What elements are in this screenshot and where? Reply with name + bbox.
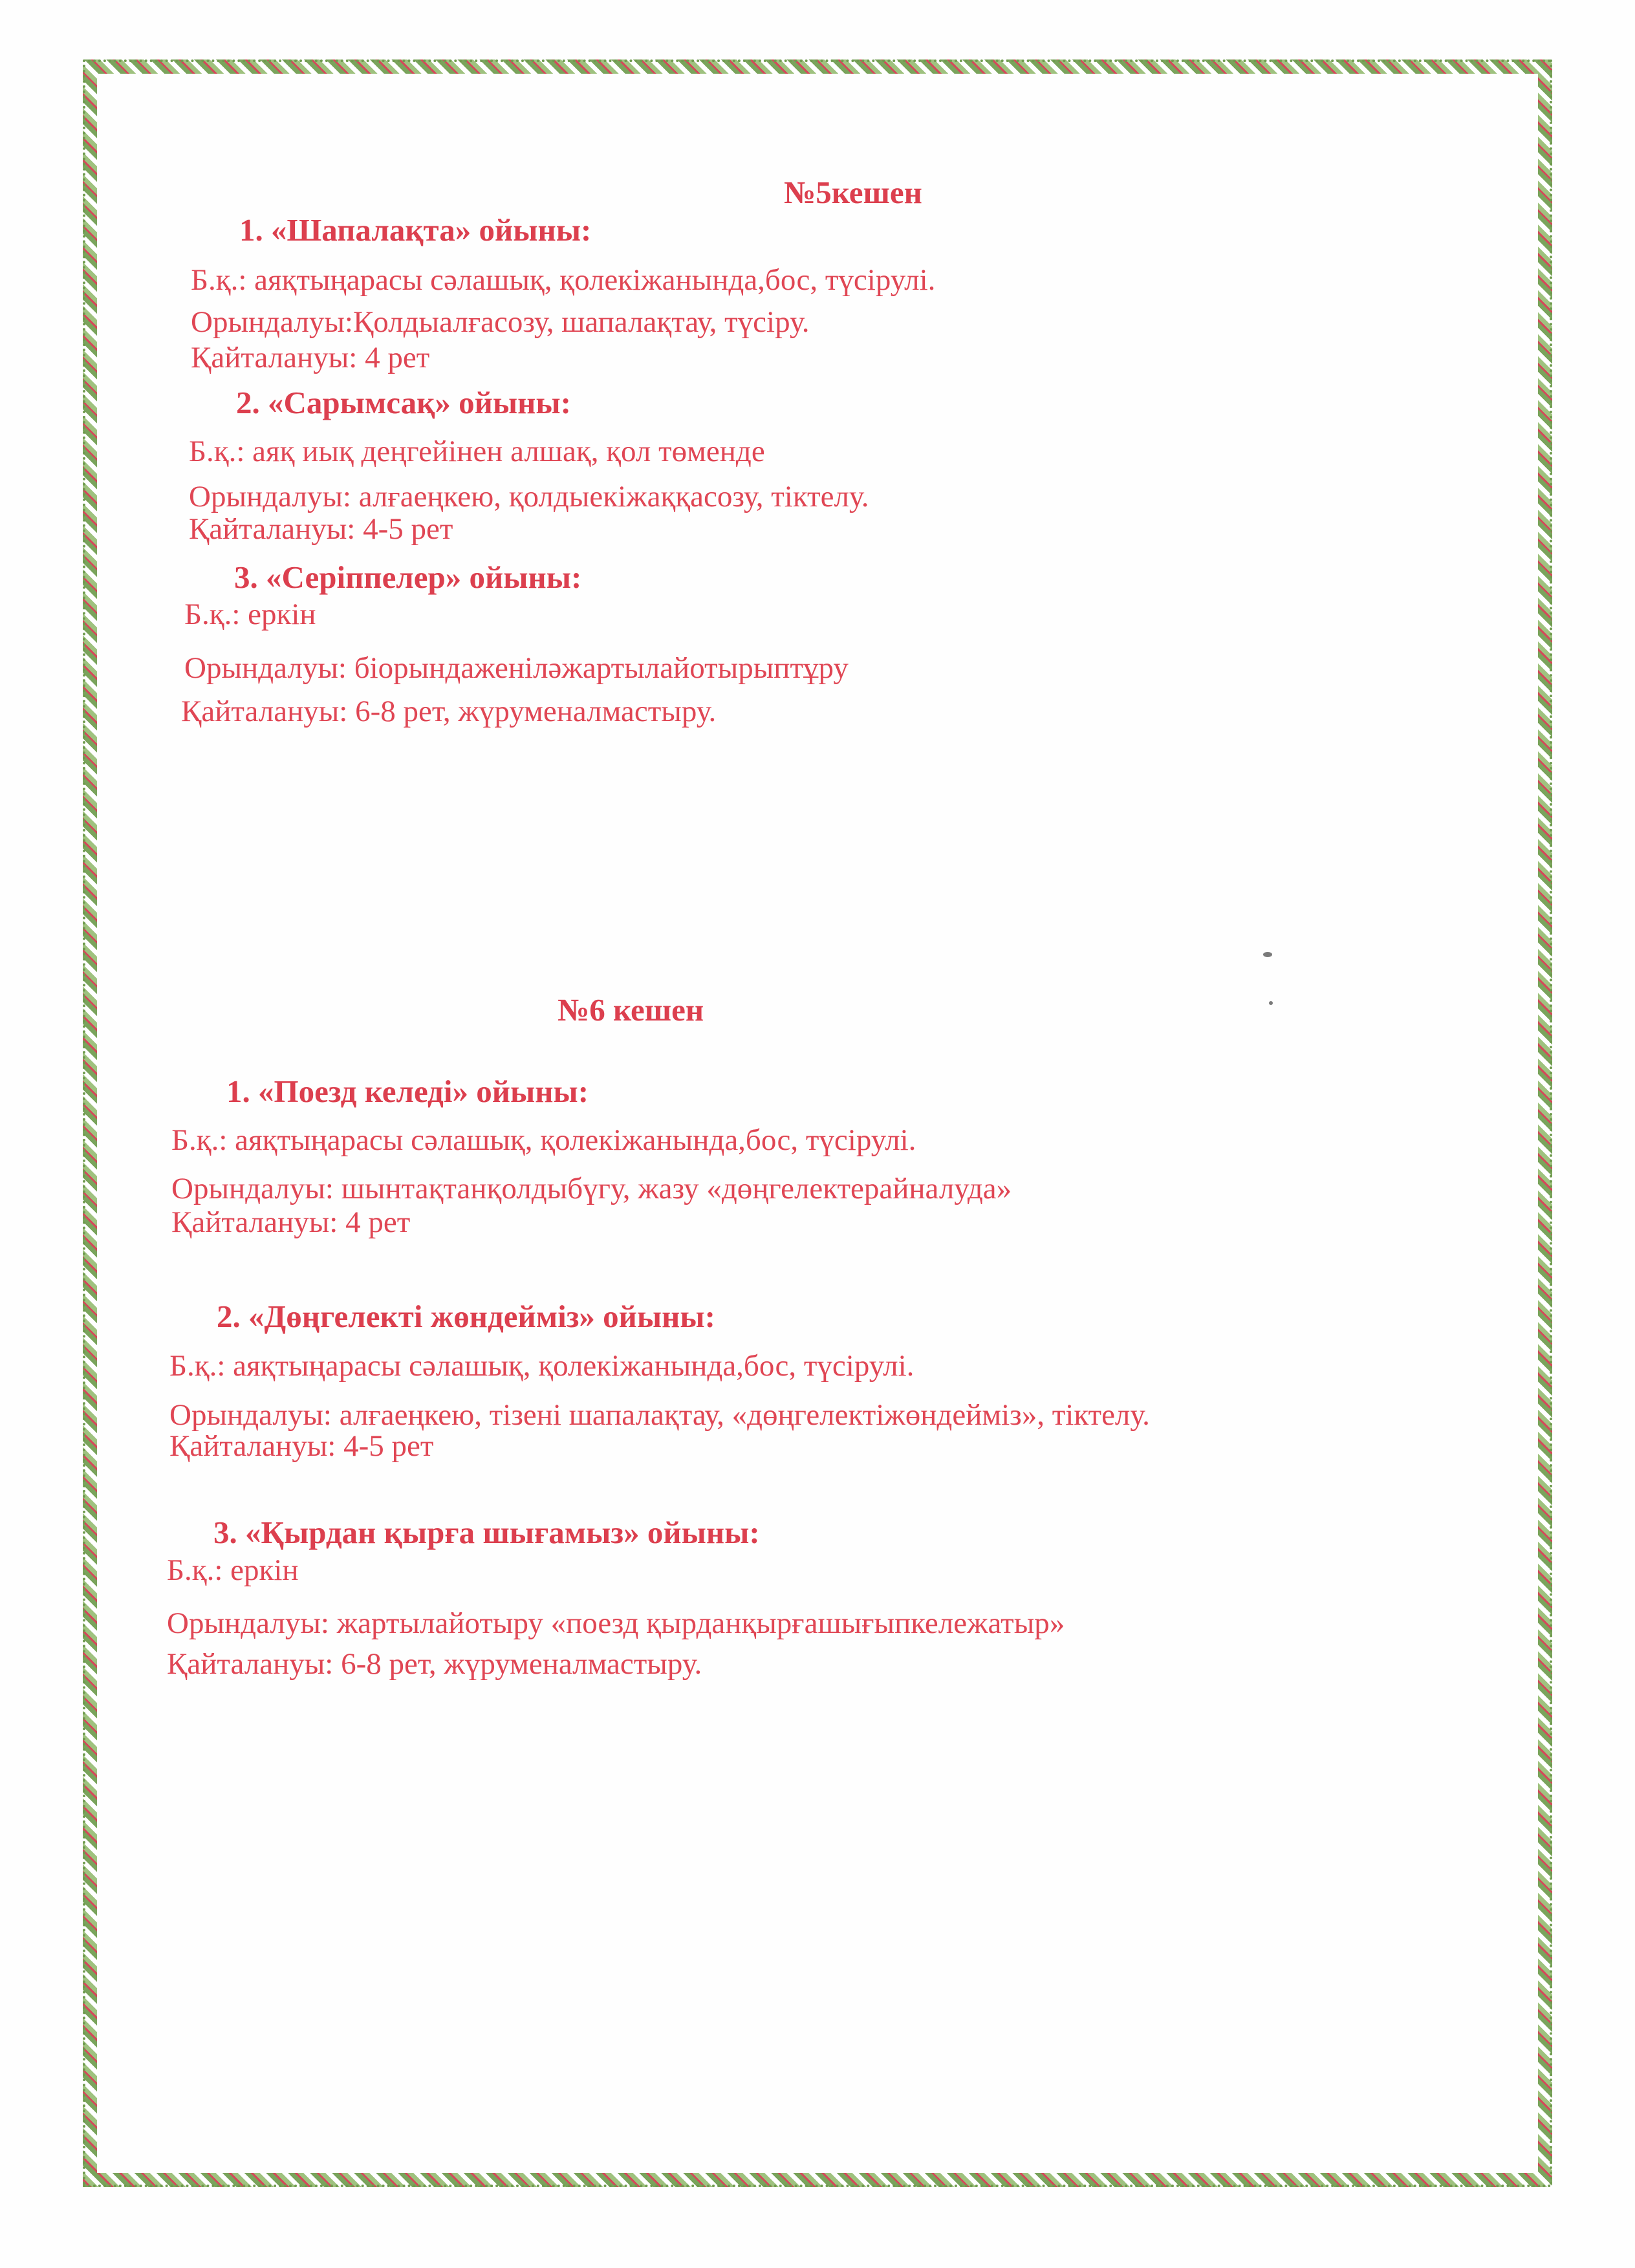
complex6-game3-execution: Орындалуы: жартылайотыру «поезд қырданқырғашығыпкележатыр» (167, 1606, 1065, 1640)
complex5-game3-heading: 3. «Серіппелер» ойыны: (234, 559, 582, 595)
complex6-game1-execution: Орындалуы: шынтақтанқолдыбүгу, жазу «дөңгелектерайналуда» (171, 1172, 1012, 1205)
complex5-game2-execution: Орындалуы: алғаеңкею, қолдыекіжаққасозу, тіктелу. (189, 480, 869, 513)
complex5-game1-repeat: Қайталануы: 4 рет (191, 341, 430, 374)
complex6-game2-execution: Орындалуы: алғаеңкею, тізені шапалақтау, «дөңгелектіжөндейміз», тіктелу. (169, 1398, 1150, 1432)
complex6-game3-heading: 3. «Қырдан қырға шығамыз» ойыны: (213, 1515, 760, 1550)
complex6-game3-repeat: Қайталануы: 6-8 рет, жүруменалмастыру. (167, 1647, 702, 1681)
scan-speck (1269, 1001, 1273, 1005)
complex5-title: №5кешен (784, 175, 922, 210)
complex5-game2-start: Б.қ.: аяқ иық деңгейінен алшақ, қол төменде (189, 435, 765, 468)
scan-speck (1263, 952, 1272, 957)
complex6-game3-start: Б.қ.: еркін (167, 1553, 299, 1587)
complex6-game1-heading: 1. «Поезд келеді» ойыны: (226, 1074, 589, 1109)
complex6-game1-repeat: Қайталануы: 4 рет (171, 1205, 411, 1239)
complex6-game1-start: Б.қ.: аяқтыңарасы сәлашық, қолекіжанында,бос, түсірулі. (171, 1123, 916, 1157)
complex6-game2-heading: 2. «Дөңгелекті жөндейміз» ойыны: (217, 1299, 715, 1334)
complex5-game2-heading: 2. «Сарымсақ» ойыны: (236, 385, 571, 420)
complex5-game1-execution: Орындалуы:Қолдыалғасозу, шапалақтау, түсіру. (191, 305, 810, 339)
complex5-game1-heading: 1. «Шапалақта» ойыны: (239, 212, 592, 248)
complex5-game3-repeat: Қайталануы: 6-8 рет, жүруменалмастыру. (181, 695, 717, 728)
complex5-game1-start: Б.қ.: аяқтыңарасы сәлашық, қолекіжанында,бос, түсірулі. (191, 263, 936, 297)
complex5-game3-execution: Орындалуы: біорындаженіләжартылайотырыптұру (184, 651, 849, 685)
complex6-title: №6 кешен (558, 992, 704, 1028)
complex6-game2-repeat: Қайталануы: 4-5 рет (169, 1429, 434, 1463)
complex6-game2-start: Б.қ.: аяқтыңарасы сәлашық, қолекіжанында,бос, түсірулі. (169, 1349, 915, 1383)
complex5-game3-start: Б.қ.: еркін (184, 598, 316, 631)
complex5-game2-repeat: Қайталануы: 4-5 рет (189, 512, 453, 546)
